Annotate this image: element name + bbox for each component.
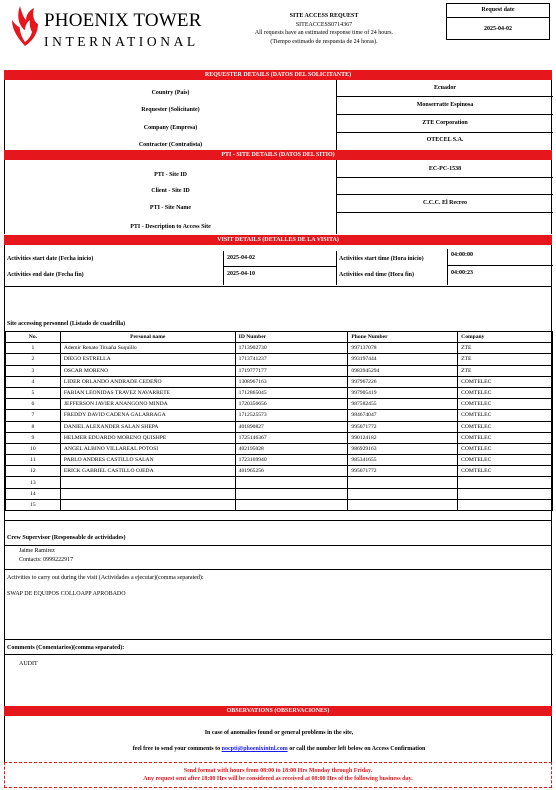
personal-name: Ademir Renato Tituaña Suquillo <box>60 343 235 354</box>
request-date-value: 2025-04-02 <box>484 26 512 32</box>
personal-name: DIEGO ESTRELLA <box>60 354 235 365</box>
end-date-value: 2025-04-10 <box>223 267 337 285</box>
personal-name: HELMER EDUARDO MORENO QUISHPE <box>60 432 235 443</box>
observations-line2: feel free to send your comments to nocpti@phoenixintnl.com or call the number left below on Access Confirmation <box>132 746 426 752</box>
id-number: 1725146367 <box>235 432 348 443</box>
activities-section <box>4 570 552 640</box>
supervisor-name: Jaime Ramirez <box>19 548 55 554</box>
page-header <box>224 12 424 46</box>
table-row <box>6 455 553 466</box>
column-header: ID Number <box>235 332 348 343</box>
company: COMTELEC <box>458 432 553 443</box>
comments-value: AUDIT <box>19 661 38 667</box>
personal-name: PABLO ANDRES CASTILLO SALAN <box>60 455 235 466</box>
row-number: 13 <box>6 477 61 488</box>
requester-details <box>4 80 552 150</box>
response-note-es: (Tiempo estimado de respuesta de 24 horas). <box>270 38 378 45</box>
observations-section-header: OBSERVATIONS (OBSERVACIONES) <box>4 706 552 716</box>
footer-line2: Any request sent after 18:00 Hrs will be considered as received at 08:00 Hrs of the following business day. <box>143 776 413 782</box>
id-number: 402195028 <box>235 443 348 454</box>
company: ZTE <box>458 365 553 376</box>
personal-name: FREDDY DAVID CADENA GALARRAGA <box>60 410 235 421</box>
end-time-value: 04:00:23 <box>447 266 553 285</box>
request-date-label: Request date <box>447 4 549 18</box>
id-number: 1308967163 <box>235 376 348 387</box>
requester-section-header: REQUESTER DETAILS (DATOS DEL SOLICITANTE) <box>4 70 552 80</box>
company: COMTELEC <box>458 376 553 387</box>
end-time-label: Activities end time (Hora fin) <box>339 272 414 278</box>
company: COMTELEC <box>458 421 553 432</box>
row-number: 5 <box>6 387 61 398</box>
company <box>458 499 553 510</box>
country-value: Ecuador <box>433 85 456 91</box>
start-date-value: 2025-04-02 <box>223 251 337 267</box>
row-number: 7 <box>6 410 61 421</box>
visit-section-header: VISIT DETAILS (DETALLES DE LA VISITA) <box>4 235 552 245</box>
site-id-label: PTI - Site ID <box>154 172 187 178</box>
logo-wordmark-top: PHOENIX TOWER <box>44 10 202 31</box>
table-row <box>6 410 553 421</box>
personal-name <box>60 488 235 499</box>
visit-details <box>4 245 552 287</box>
comments-title: Comments (Comentarios)(comma separated): <box>7 645 125 651</box>
comments-section <box>4 640 552 706</box>
observations-line1: In case of anomalies found or general problems in the site, <box>204 730 354 736</box>
table-row <box>6 354 553 365</box>
logo-wordmark-bottom: INTERNATIONAL <box>44 34 199 49</box>
table-row <box>6 343 553 354</box>
id-number <box>235 477 348 488</box>
id-number: 401965256 <box>235 466 348 477</box>
observations-body <box>4 716 552 762</box>
activities-value: SWAP DE EQUIPOS COLLOAPP APROBADO <box>7 591 126 597</box>
personnel-title: Site accessing personnel (Listado de cuadrilla) <box>7 321 126 327</box>
personal-name: OSCAR MORENO <box>60 365 235 376</box>
id-number <box>235 499 348 510</box>
supervisor-contacts: Contacts: 0999222917 <box>19 557 74 563</box>
id-number <box>235 488 348 499</box>
site-id-value: EC-PC-1538 <box>428 166 462 172</box>
table-row <box>6 376 553 387</box>
start-time-value: 04:00:00 <box>447 249 553 266</box>
phone-number: 0983945294 <box>348 365 458 376</box>
row-number: 3 <box>6 365 61 376</box>
company: COMTELEC <box>458 466 553 477</box>
site-name-value: C.C.C. El Recreo <box>422 200 468 206</box>
row-number: 1 <box>6 343 61 354</box>
phone-number: 995071772 <box>348 421 458 432</box>
personnel-table <box>5 331 553 511</box>
table-row <box>6 399 553 410</box>
contractor-value: OTECEL S.A. <box>426 137 464 143</box>
row-number: 15 <box>6 499 61 510</box>
phone-number: 997967226 <box>348 376 458 387</box>
column-header: Company <box>458 332 553 343</box>
row-number: 12 <box>6 466 61 477</box>
personnel-section <box>4 287 552 520</box>
response-note-en: All requests have an estimated response time of 24 hours. <box>254 30 394 36</box>
table-row <box>6 499 553 510</box>
end-date-label: Activities end date (Fecha fin) <box>7 272 84 278</box>
phone-number: 997137078 <box>348 343 458 354</box>
site-name-label: PTI - Site Name <box>149 205 192 211</box>
table-row <box>6 432 553 443</box>
site-description-label: PTI - Description to Access Site <box>130 224 211 230</box>
personal-name: ANGEL ALBINO VILLAREAL POTOSI <box>60 443 235 454</box>
phone-number: 997905419 <box>348 387 458 398</box>
company: COMTELEC <box>458 455 553 466</box>
personal-name: JEFFERSON JAVIER ANANGONO MINDA <box>60 399 235 410</box>
table-row <box>6 488 553 499</box>
row-number: 10 <box>6 443 61 454</box>
id-number: 1723169940 <box>235 455 348 466</box>
supervisor-title: Crew Supervisor (Responsable de actividades) <box>7 535 126 541</box>
id-number: 1719777177 <box>235 365 348 376</box>
personal-name: ERICK GABRIEL CASTILLO OJEDA <box>60 466 235 477</box>
table-row <box>6 421 553 432</box>
company: ZTE <box>458 354 553 365</box>
id-number: 1720356656 <box>235 399 348 410</box>
company: COMTELEC <box>458 399 553 410</box>
activities-title: Activities to carry out during the visit (Actividades a ejecutar)(comma separated): <box>7 575 204 581</box>
start-time-label: Activities start time (Hora inicio) <box>339 256 424 262</box>
support-email-link[interactable]: nocpti@phoenixintnl.com <box>221 746 288 752</box>
requester-label: Requester (Solicitante) <box>141 107 200 113</box>
id-number: 1713902730 <box>235 343 348 354</box>
id-number: 401890827 <box>235 421 348 432</box>
company <box>458 488 553 499</box>
phone-number: 990124182 <box>348 432 458 443</box>
phoenix-logo-icon <box>8 4 42 48</box>
column-header: Phone Number <box>348 332 458 343</box>
personal-name <box>60 499 235 510</box>
phone-number: 993197444 <box>348 354 458 365</box>
phone-number <box>348 499 458 510</box>
request-date-box <box>446 3 550 40</box>
site-details <box>4 160 552 234</box>
country-label: Country (País) <box>151 90 190 96</box>
client-site-id-label: Client - Site ID <box>151 188 190 194</box>
row-number: 2 <box>6 354 61 365</box>
requester-value: Monserratte Espinosa <box>416 102 474 108</box>
personal-name: FABIAN LEONIDAS TRAVEZ NAVARRETE <box>60 387 235 398</box>
page-title: SITE ACCESS REQUEST <box>289 13 359 19</box>
footer-notice <box>4 762 552 788</box>
row-number: 8 <box>6 421 61 432</box>
phone-number <box>348 477 458 488</box>
column-header: Personal name <box>60 332 235 343</box>
company: COMTELEC <box>458 443 553 454</box>
company: COMTELEC <box>458 387 553 398</box>
row-number: 14 <box>6 488 61 499</box>
table-row <box>6 477 553 488</box>
logo <box>8 4 202 54</box>
phone-number <box>348 488 458 499</box>
personal-name: LIDER ORLANDO ANDRADE CEDEÑO <box>60 376 235 387</box>
company-label: Company (Empresa) <box>143 125 198 131</box>
company <box>458 477 553 488</box>
company: ZTE <box>458 343 553 354</box>
phone-number: 987582455 <box>348 399 458 410</box>
table-row <box>6 387 553 398</box>
phone-number: 985341655 <box>348 455 458 466</box>
column-header: No. <box>6 332 61 343</box>
phone-number: 986929163 <box>348 443 458 454</box>
site-section-header: PTI - SITE DETAILS (DATOS DEL SITIO) <box>4 150 552 160</box>
personal-name: DANIEL ALEXANDER SALAN SHEPA <box>60 421 235 432</box>
footer-line1: Send format with hours from 08:00 to 18:00 Hrs Monday through Friday. <box>183 768 373 774</box>
phone-number: 995071772 <box>348 466 458 477</box>
start-date-label: Activities start date (Fecha inicio) <box>7 256 94 262</box>
company: COMTELEC <box>458 410 553 421</box>
company-value: ZTE Corporation <box>422 120 468 126</box>
table-row <box>6 365 553 376</box>
id-number: 1712525573 <box>235 410 348 421</box>
row-number: 6 <box>6 399 61 410</box>
supervisor-section <box>4 520 552 570</box>
personal-name <box>60 477 235 488</box>
table-row <box>6 443 553 454</box>
row-number: 11 <box>6 455 61 466</box>
row-number: 4 <box>6 376 61 387</box>
table-row <box>6 466 553 477</box>
contractor-label: Contractor (Contratista) <box>138 142 203 148</box>
row-number: 9 <box>6 432 61 443</box>
id-number: 1713741237 <box>235 354 348 365</box>
request-id: SITEACCESS0714367 <box>295 21 353 28</box>
personnel-header-row <box>6 332 553 343</box>
id-number: 1712865045 <box>235 387 348 398</box>
phone-number: 984674047 <box>348 410 458 421</box>
